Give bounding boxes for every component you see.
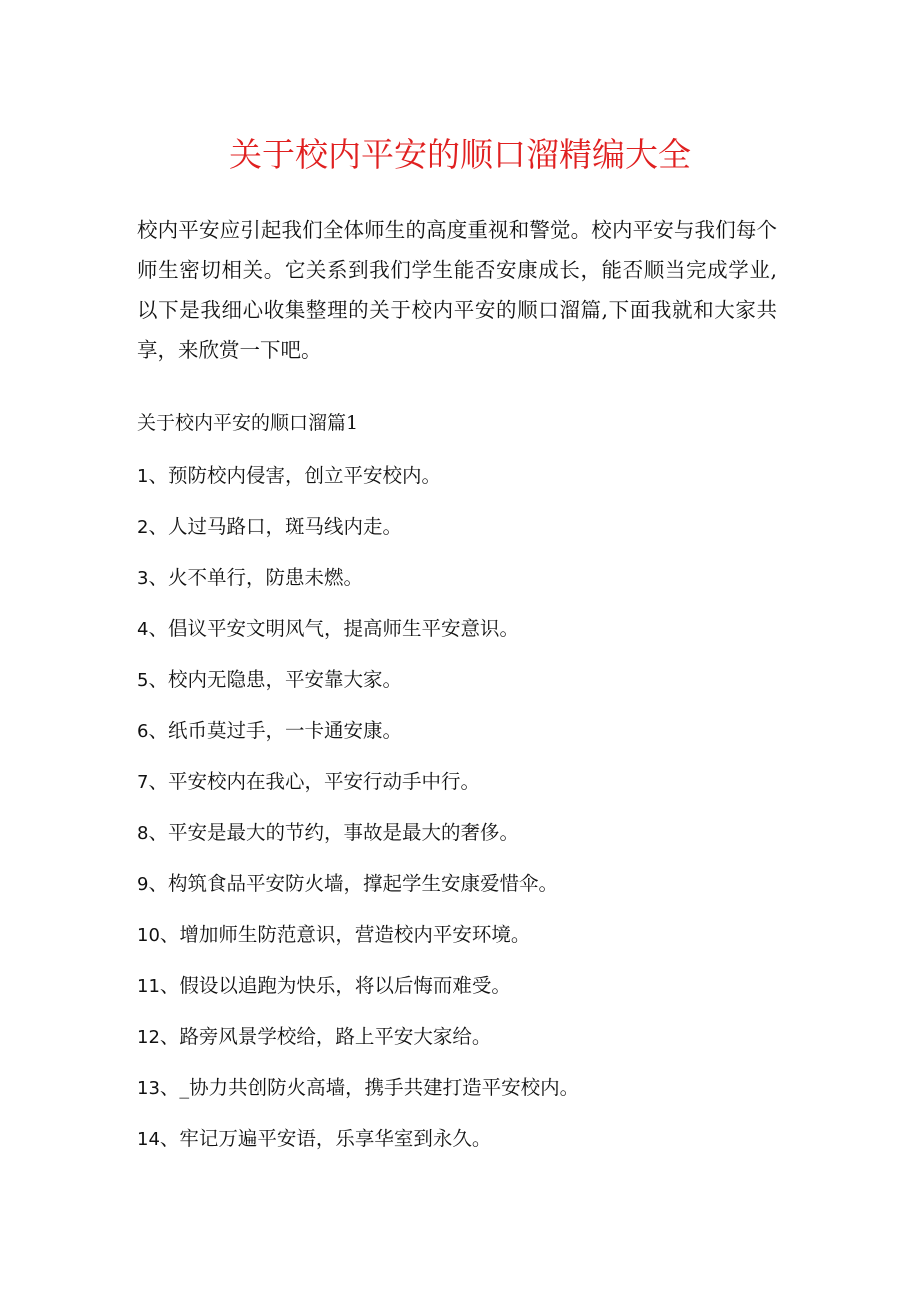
item-separator: 、	[159, 1025, 180, 1048]
list-item	[137, 1019, 797, 1070]
list-item	[137, 509, 797, 560]
list-item	[137, 968, 797, 1019]
item-number: 2	[137, 517, 149, 538]
item-separator: 、	[148, 770, 168, 793]
item-text: 增加师生防范意识，营造校内平安环境。	[179, 923, 531, 946]
intro-paragraph: 校内平安应引起我们全体师生的高度重视和警觉。校内平安与我们每个师生密切相关。它关系到我们学生能否安康成长，能否顺当完成学业,以下是我细心收集整理的关于校内平安的顺口溜篇,下面我就和大家共享，来欣赏一下吧。	[137, 218, 777, 362]
item-number: 13	[137, 1078, 160, 1099]
item-separator: 、	[148, 566, 168, 589]
list-item	[137, 458, 797, 509]
list-item	[137, 560, 797, 611]
slogan-list	[137, 458, 797, 1172]
item-text: 构筑食品平安防火墙，撑起学生安康爱惜伞。	[167, 872, 558, 895]
item-separator: 、	[159, 923, 180, 946]
list-item	[137, 1121, 797, 1172]
list-item	[137, 713, 797, 764]
item-text: 平安是最大的节约，事故是最大的奢侈。	[167, 821, 519, 844]
section-heading: 关于校内平安的顺口溜篇1	[137, 412, 359, 434]
item-separator: 、	[148, 617, 168, 640]
item-number: 5	[137, 670, 149, 691]
item-separator: 、	[159, 1076, 180, 1099]
document-title: 关于校内平安的顺口溜精编大全	[229, 135, 691, 174]
list-item	[137, 1070, 797, 1121]
list-item	[137, 815, 797, 866]
item-text: 火不单行，防患未燃。	[167, 566, 363, 589]
item-text: 人过马路口，斑马线内走。	[167, 515, 402, 538]
item-number: 11	[137, 976, 160, 997]
list-item	[137, 764, 797, 815]
item-text: 牢记万遍平安语，乐享华室到永久。	[179, 1127, 492, 1150]
item-text: 纸币莫过手，一卡通安康。	[167, 719, 402, 742]
item-number: 10	[137, 925, 160, 946]
list-item	[137, 611, 797, 662]
item-number: 3	[137, 568, 149, 589]
item-separator: 、	[148, 821, 168, 844]
item-number: 14	[137, 1129, 160, 1150]
item-text: 预防校内侵害，创立平安校内。	[167, 464, 441, 487]
item-text: 倡议平安文明风气，提高师生平安意识。	[167, 617, 519, 640]
item-number: 6	[137, 721, 149, 742]
item-text: 平安校内在我心，平安行动手中行。	[167, 770, 480, 793]
item-separator: 、	[148, 872, 168, 895]
list-item	[137, 662, 797, 713]
item-number: 9	[137, 874, 149, 895]
item-text: 路旁风景学校给，路上平安大家给。	[179, 1025, 492, 1048]
item-number: 1	[137, 466, 149, 487]
item-separator: 、	[148, 464, 168, 487]
item-number: 12	[137, 1027, 160, 1048]
item-separator: 、	[159, 974, 180, 997]
item-text: 假设以追跑为快乐，将以后悔而难受。	[179, 974, 511, 997]
item-number: 7	[137, 772, 149, 793]
item-number: 4	[137, 619, 149, 640]
list-item	[137, 866, 797, 917]
item-text: 校内无隐患，平安靠大家。	[167, 668, 402, 691]
item-separator: 、	[148, 719, 168, 742]
item-separator: 、	[148, 515, 168, 538]
item-separator: 、	[148, 668, 168, 691]
list-item	[137, 917, 797, 968]
item-number: 8	[137, 823, 149, 844]
item-separator: 、	[159, 1127, 180, 1150]
item-text: _协力共创防火高墙，携手共建打造平安校内。	[179, 1076, 580, 1099]
